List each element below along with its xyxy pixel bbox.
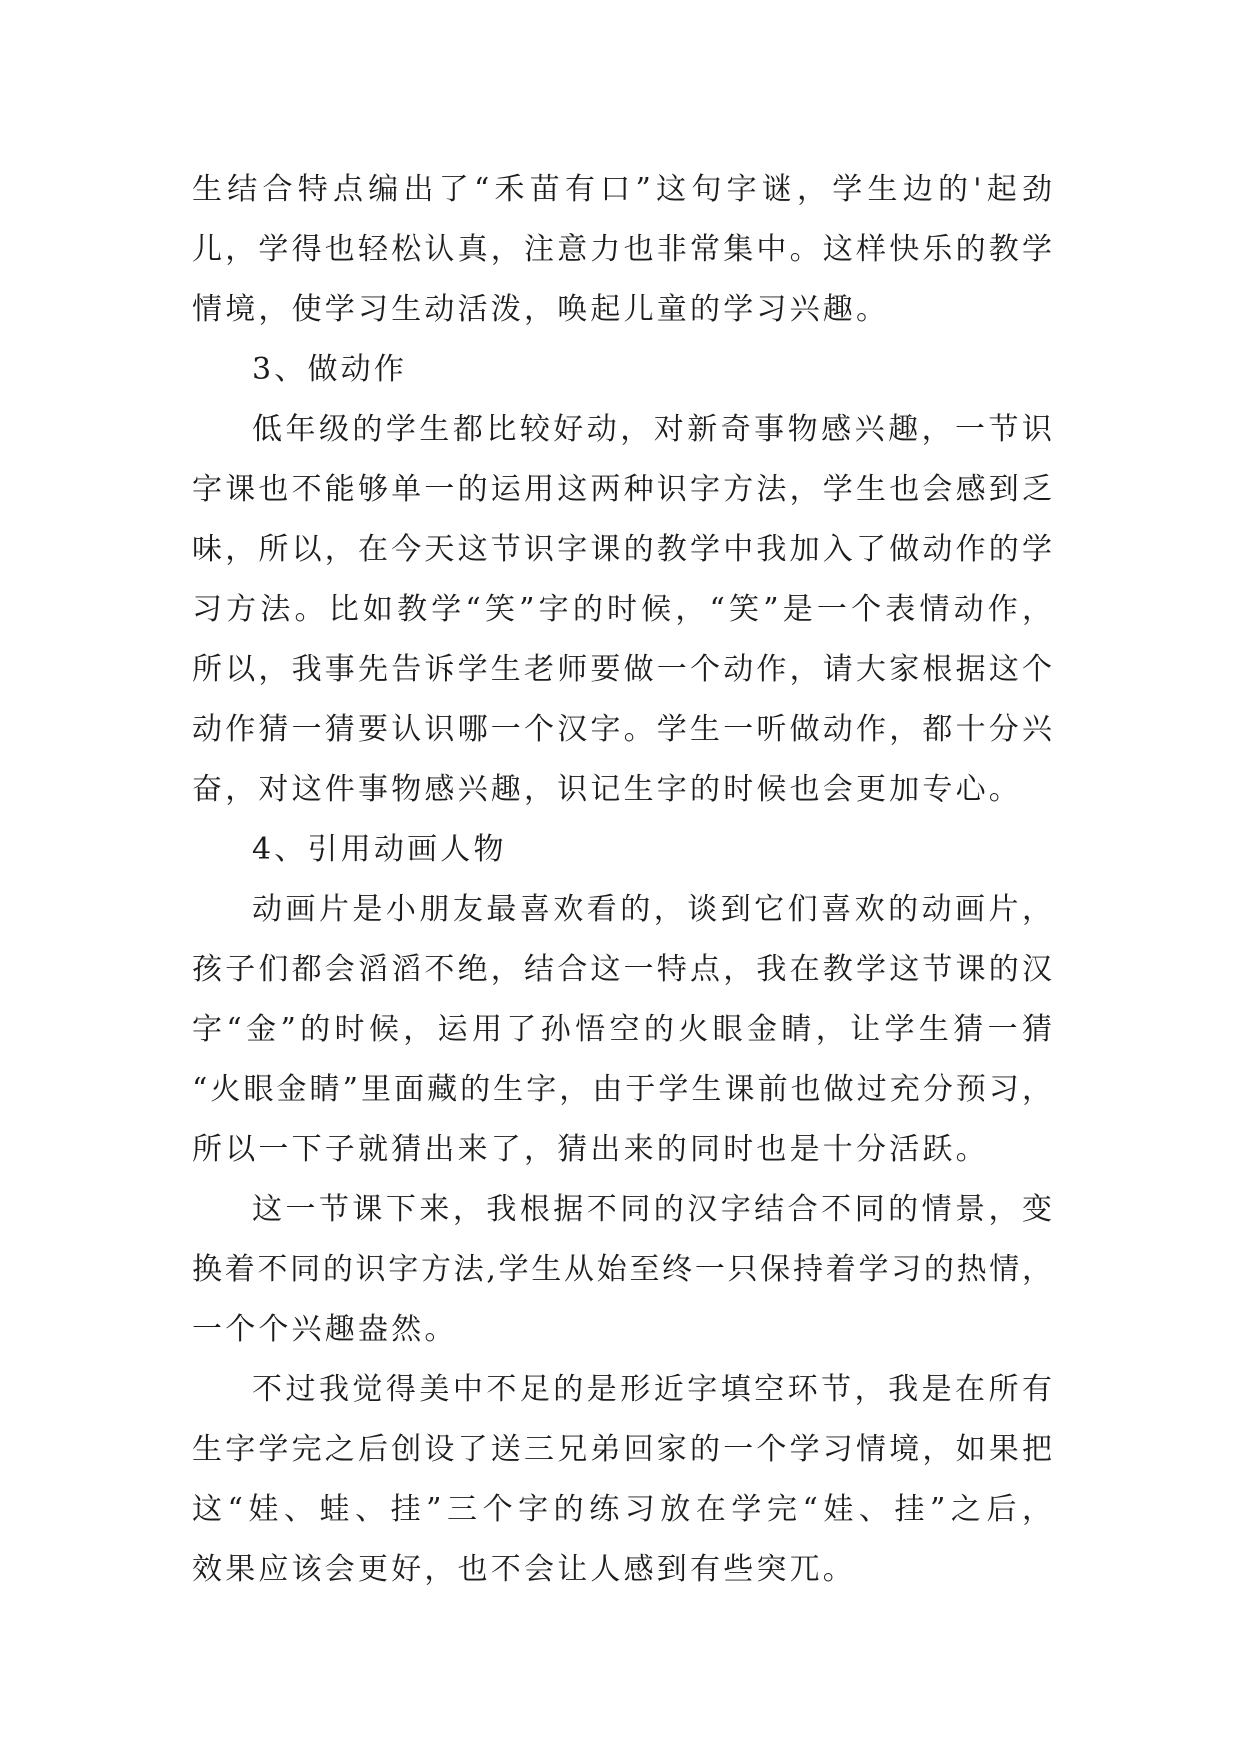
section-heading: 4、引用动画人物 xyxy=(252,832,507,867)
text-line: 生结合特点编出了“禾苗有口”这句字谜，学生边的'起劲 xyxy=(192,172,1052,207)
text-line: 这“娃、蛙、挂”三个字的练习放在学完“娃、挂”之后， xyxy=(192,1492,1052,1527)
text-line: 换着不同的识字方法,学生从始至终一只保持着学习的热情， xyxy=(192,1252,1052,1287)
text-line: 一个个兴趣盎然。 xyxy=(192,1312,458,1347)
text-line: 字课也不能够单一的运用这两种识字方法，学生也会感到乏 xyxy=(192,472,1052,507)
section-heading: 3、做动作 xyxy=(252,352,408,387)
text-line: 字“金”的时候，运用了孙悟空的火眼金睛，让学生猜一猜 xyxy=(192,1012,1052,1047)
text-line: 习方法。比如教学“笑”字的时候，“笑”是一个表情动作， xyxy=(192,592,1052,627)
text-line: 动画片是小朋友最喜欢看的，谈到它们喜欢的动画片， xyxy=(252,892,1052,927)
text-line: 儿，学得也轻松认真，注意力也非常集中。这样快乐的教学 xyxy=(192,232,1052,267)
text-line: 孩子们都会滔滔不绝，结合这一特点，我在教学这节课的汉 xyxy=(192,952,1052,987)
text-line: 低年级的学生都比较好动，对新奇事物感兴趣，一节识 xyxy=(252,412,1052,447)
text-line: “火眼金睛”里面藏的生字，由于学生课前也做过充分预习， xyxy=(192,1072,1052,1107)
text-line: 奋，对这件事物感兴趣，识记生字的时候也会更加专心。 xyxy=(192,772,1022,807)
text-line: 生字学完之后创设了送三兄弟回家的一个学习情境，如果把 xyxy=(192,1432,1052,1467)
text-line: 动作猜一猜要认识哪一个汉字。学生一听做动作，都十分兴 xyxy=(192,712,1052,747)
text-line: 所以，我事先告诉学生老师要做一个动作，请大家根据这个 xyxy=(192,652,1052,687)
text-line: 效果应该会更好，也不会让人感到有些突兀。 xyxy=(192,1552,856,1587)
text-line: 这一节课下来，我根据不同的汉字结合不同的情景，变 xyxy=(252,1192,1052,1227)
text-line: 所以一下子就猜出来了，猜出来的同时也是十分活跃。 xyxy=(192,1132,989,1167)
text-line: 不过我觉得美中不足的是形近字填空环节，我是在所有 xyxy=(252,1372,1052,1407)
text-line: 情境，使学习生动活泼，唤起儿童的学习兴趣。 xyxy=(192,292,890,327)
text-line: 味，所以，在今天这节识字课的教学中我加入了做动作的学 xyxy=(192,532,1052,567)
